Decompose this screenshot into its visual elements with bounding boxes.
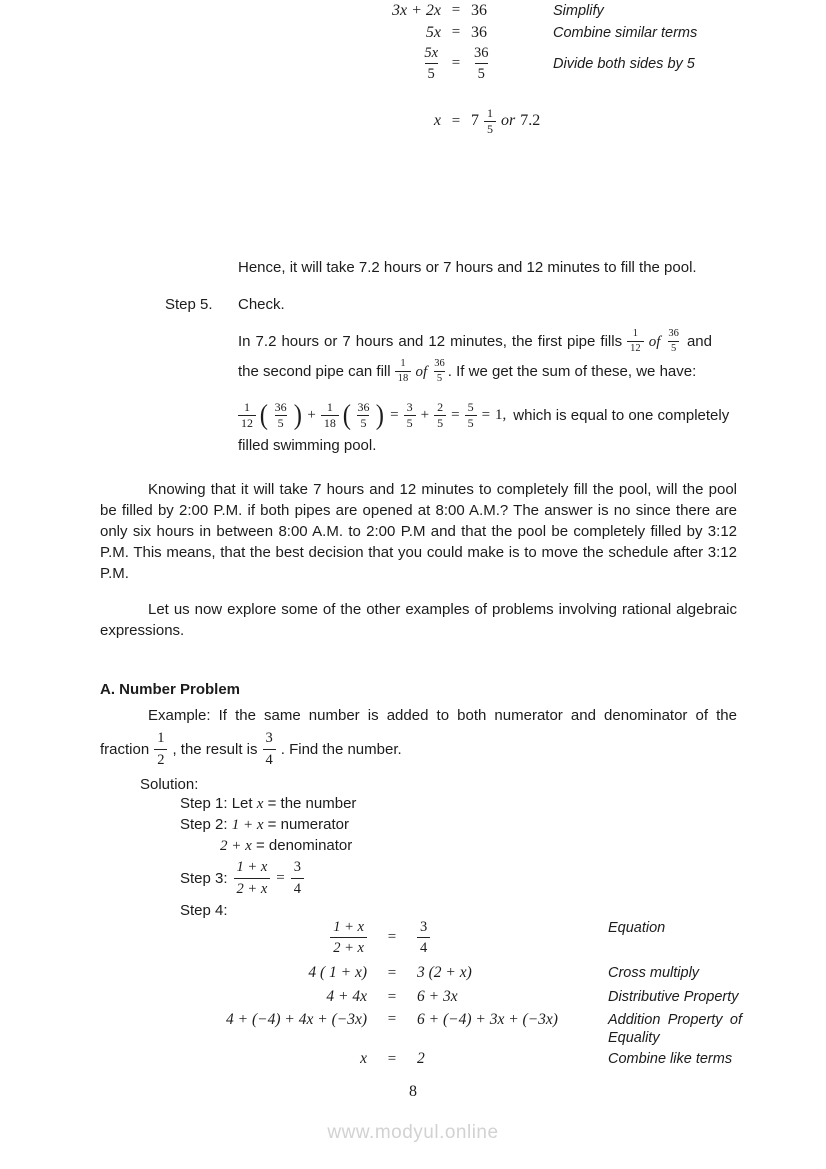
fraction-denominator: 12 bbox=[627, 341, 644, 354]
rhs-expression: 2 bbox=[417, 1050, 425, 1068]
hence-statement: Hence, it will take 7.2 hours or 7 hours and 12 minutes to fill the pool. bbox=[238, 259, 697, 276]
inline-fraction bbox=[395, 358, 412, 384]
fraction-numerator: 1 bbox=[632, 328, 639, 340]
inline-fraction bbox=[627, 328, 644, 354]
check-text: . If we get the sum of these, we have: bbox=[447, 363, 697, 380]
fraction-denominator: 5 bbox=[425, 63, 438, 83]
lhs-fraction bbox=[150, 918, 367, 957]
fraction bbox=[465, 401, 477, 430]
fraction-numerator: 5x bbox=[424, 45, 438, 61]
equals-sign: = bbox=[451, 406, 460, 423]
fraction bbox=[434, 401, 446, 430]
sum-equation-line2: filled swimming pool. bbox=[238, 436, 377, 454]
check-text: and the second pipe can fill bbox=[238, 333, 712, 380]
fraction-denominator: 5 bbox=[275, 415, 287, 430]
fraction-denominator: 12 bbox=[238, 415, 256, 430]
step5-title: Check. bbox=[238, 296, 285, 313]
step2-math: 1 + x bbox=[231, 817, 264, 833]
example-text: . Find the number. bbox=[280, 740, 402, 758]
annotation: Addition Property of Equality bbox=[608, 1012, 742, 1047]
left-paren: ( bbox=[342, 399, 351, 432]
lhs-expression: x bbox=[433, 112, 441, 130]
result-one: 1, bbox=[495, 406, 507, 423]
fraction-denominator: 5 bbox=[357, 415, 369, 430]
fraction-denominator: 5 bbox=[404, 415, 416, 430]
step5-label: Step 5. bbox=[165, 296, 213, 313]
step2-continued-line bbox=[220, 837, 352, 855]
fraction-denominator: 2 + x bbox=[234, 878, 271, 898]
page-number: 8 bbox=[409, 1083, 417, 1100]
rhs-fraction bbox=[471, 44, 553, 83]
inline-fraction bbox=[431, 358, 448, 384]
equals-sign: = bbox=[387, 1011, 397, 1028]
equals-sign: = bbox=[387, 929, 397, 946]
equation-row bbox=[0, 0, 760, 21]
fraction-denominator: 2 bbox=[154, 749, 167, 769]
equation-result-row bbox=[0, 103, 760, 139]
fraction-numerator: 1 bbox=[400, 358, 406, 370]
rhs-value: 36 bbox=[471, 1, 487, 19]
fraction-numerator: 3 bbox=[406, 400, 413, 414]
fraction-denominator: 5 bbox=[668, 341, 679, 354]
section-heading: A. Number Problem bbox=[100, 681, 241, 698]
equals-sign: = bbox=[387, 1050, 397, 1067]
lhs-expression: 4 + 4x bbox=[326, 988, 367, 1006]
plus-sign: + bbox=[420, 406, 430, 423]
pool-equation-block bbox=[0, 0, 760, 140]
step3-line bbox=[180, 856, 304, 900]
fraction-denominator: 2 + x bbox=[330, 937, 367, 957]
fraction-numerator: 3 bbox=[420, 919, 428, 935]
fraction bbox=[272, 401, 290, 430]
rhs-value: 36 bbox=[471, 23, 487, 41]
equation-row bbox=[0, 22, 760, 43]
lhs-expression: 4 + (−4) + 4x + (−3x) bbox=[226, 1011, 367, 1029]
fraction-numerator: 3 bbox=[265, 730, 273, 747]
fraction-numerator: 1 bbox=[157, 730, 165, 747]
fraction-numerator: 3 bbox=[293, 859, 301, 876]
equation-row bbox=[150, 963, 742, 983]
lhs-expression: x bbox=[360, 1050, 367, 1068]
inline-fraction bbox=[665, 328, 682, 354]
equation-row bbox=[150, 918, 742, 957]
fraction-denominator: 4 bbox=[263, 749, 276, 769]
lhs-fraction bbox=[0, 44, 441, 83]
equation-row bbox=[150, 987, 742, 1007]
explore-paragraph: Let us now explore some of the other examples of problems involving rational algebraic expressions. bbox=[100, 601, 737, 639]
example-fraction-line bbox=[100, 728, 402, 770]
right-paren: ) bbox=[376, 399, 385, 432]
right-paren: ) bbox=[293, 399, 302, 432]
annotation: Cross multiply bbox=[608, 965, 700, 982]
equals-sign: = bbox=[451, 2, 461, 18]
step3-fraction bbox=[234, 858, 271, 897]
check-text: In 7.2 hours or 7 hours and 12 minutes, the first pipe fills bbox=[238, 333, 623, 350]
equals-sign: = bbox=[276, 869, 285, 886]
step3-rhs-fraction bbox=[291, 858, 304, 897]
step1-label: Step 1: bbox=[180, 795, 228, 812]
fraction bbox=[238, 401, 256, 430]
lhs-expression: 4 ( 1 + x) bbox=[308, 964, 367, 982]
lhs-expression: 5x bbox=[425, 23, 441, 41]
annotation: Divide both sides by 5 bbox=[553, 55, 695, 72]
fraction-numerator: 1 + x bbox=[236, 859, 268, 876]
decimal-value: 7.2 bbox=[520, 112, 541, 130]
fraction-numerator: 36 bbox=[434, 358, 445, 370]
annotation: Combine similar terms bbox=[553, 24, 698, 41]
fraction-numerator: 5 bbox=[467, 400, 474, 414]
sum-equation bbox=[238, 401, 728, 454]
sum-equation-tail: which is equal to one completely bbox=[513, 406, 730, 424]
rhs-fraction bbox=[417, 918, 608, 957]
fraction-denominator: 5 bbox=[465, 415, 477, 430]
fraction-numerator: 1 bbox=[487, 105, 493, 120]
annotation: Combine like terms bbox=[608, 1051, 733, 1068]
step5-row bbox=[165, 296, 285, 313]
inline-fraction bbox=[263, 729, 276, 768]
step1-text: = the number bbox=[267, 795, 357, 812]
fraction-denominator: 5 bbox=[484, 121, 496, 136]
fraction-numerator: 2 bbox=[437, 400, 444, 414]
fraction-denominator: 4 bbox=[417, 937, 430, 957]
fraction-numerator: 1 bbox=[326, 400, 333, 414]
equation-row bbox=[150, 1049, 742, 1069]
equals-sign: = bbox=[481, 406, 491, 423]
step4-label: Step 4: bbox=[180, 902, 228, 919]
fraction-numerator: 1 + x bbox=[333, 919, 364, 935]
left-paren: ( bbox=[259, 399, 268, 432]
equation-row bbox=[150, 1011, 742, 1047]
whole-number: 7 bbox=[471, 112, 479, 130]
variable-x: x bbox=[256, 796, 264, 812]
step2-text: = numerator bbox=[267, 816, 349, 833]
equals-sign: = bbox=[451, 55, 461, 72]
step2-label: Step 2: bbox=[180, 816, 228, 833]
fraction-numerator: 1 bbox=[244, 400, 250, 414]
fraction-denominator: 5 bbox=[475, 63, 488, 83]
sum-equation-line bbox=[238, 401, 728, 430]
annotation: Equation bbox=[608, 920, 666, 936]
equals-sign: = bbox=[451, 112, 461, 129]
equation-row bbox=[0, 44, 760, 83]
check-paragraph bbox=[238, 327, 712, 387]
example-paragraph: Example: If the same number is added to both numerator and denominator of the bbox=[148, 707, 737, 724]
annotation: Distributive Property bbox=[608, 989, 739, 1006]
of-word: of bbox=[648, 334, 661, 350]
inline-fraction bbox=[154, 729, 167, 768]
step2b-math: 2 + x bbox=[220, 838, 252, 854]
mixed-number-result bbox=[471, 107, 760, 136]
solution-label: Solution: bbox=[140, 776, 199, 793]
knowing-paragraph: Knowing that it will take 7 hours and 12 minutes to completely fill the pool, will the pool be filled by 2:00 P.M. if both pipes are opened at 8:00 A.M.? The answer is no since there are only six hours in between 8:00 A.M. to 2:00 P.M and that the pool be completely filled by 3:12 P.M. This means, that the best decision that you could make is to move the schedule after 3:12 P.M. bbox=[100, 481, 737, 582]
step2-line bbox=[180, 816, 349, 834]
equals-sign: = bbox=[390, 406, 399, 423]
fraction-numerator: 36 bbox=[474, 45, 489, 61]
equals-sign: = bbox=[387, 964, 397, 981]
fraction-denominator: 4 bbox=[291, 878, 304, 898]
watermark: www.modyul.online bbox=[327, 1122, 499, 1143]
rhs-expression: 6 + (−4) + 3x + (−3x) bbox=[417, 1011, 558, 1029]
plus-sign: + bbox=[307, 406, 316, 423]
rhs-expression: 6 + 3x bbox=[417, 988, 458, 1006]
equals-sign: = bbox=[451, 24, 461, 40]
fraction-numerator: 36 bbox=[274, 400, 287, 414]
fraction-denominator: 18 bbox=[321, 415, 339, 430]
of-word: of bbox=[415, 364, 428, 380]
annotation: Simplify bbox=[553, 2, 604, 19]
fraction bbox=[321, 401, 339, 430]
step2b-text: = denominator bbox=[255, 837, 353, 854]
fraction-denominator: 18 bbox=[395, 371, 412, 384]
step3-label: Step 3: bbox=[180, 869, 228, 887]
fraction-denominator: 5 bbox=[434, 371, 445, 384]
step1-line bbox=[180, 795, 356, 813]
example-text: , the result is bbox=[172, 740, 258, 758]
rhs-expression: 3 (2 + x) bbox=[417, 964, 472, 982]
fraction bbox=[354, 401, 372, 430]
number-equation-block bbox=[150, 918, 742, 1073]
fraction-numerator: 36 bbox=[357, 400, 370, 414]
equals-sign: = bbox=[387, 988, 397, 1005]
example-text: fraction bbox=[100, 740, 150, 758]
fraction-denominator: 5 bbox=[434, 415, 446, 430]
fraction bbox=[404, 401, 416, 430]
step1-text: Let bbox=[231, 795, 253, 812]
or-word: or bbox=[501, 112, 516, 130]
fraction-numerator: 36 bbox=[668, 328, 679, 340]
lhs-expression: 3x + 2x bbox=[392, 1, 441, 19]
